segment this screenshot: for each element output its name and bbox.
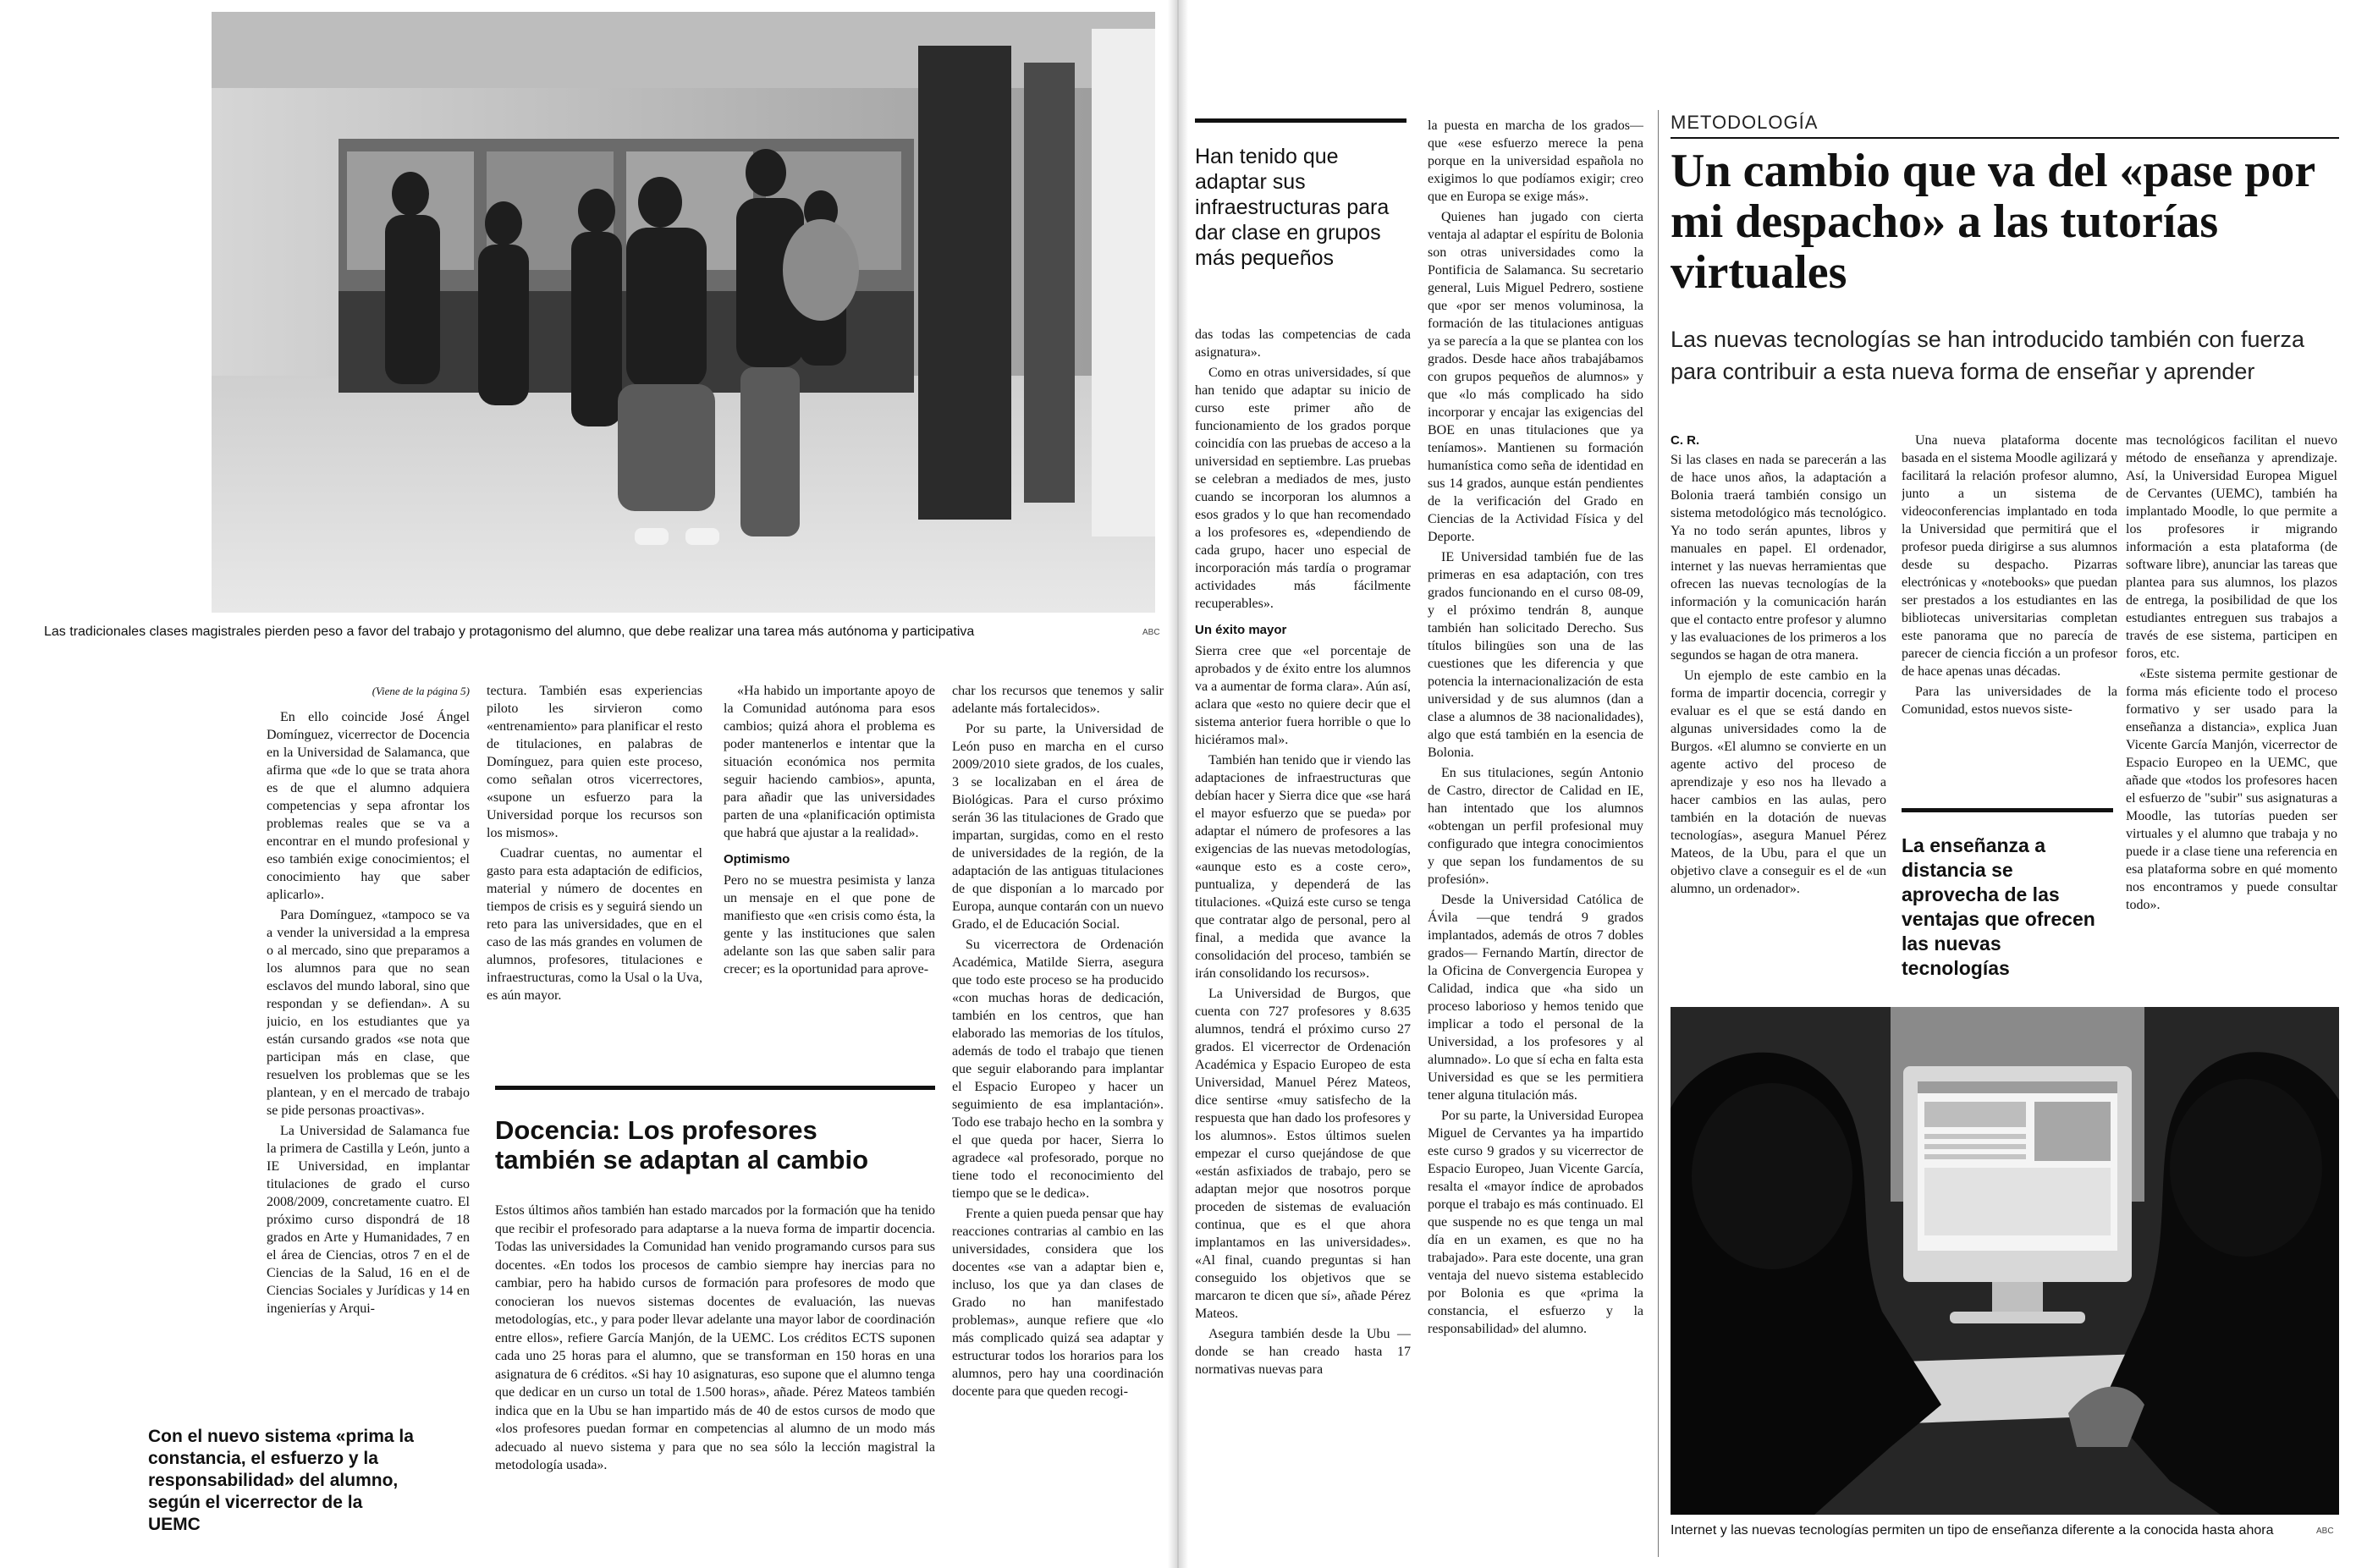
paragraph: Pero no se muestra pesimista y lanza un mensaje en el que pone de manifiesto que «en crisis como ésta, la gente y las instituciones que salen adelante son las que saben salir para crecer; es la oportunidad para aprove- — [724, 873, 935, 977]
body-column-5 — [2126, 432, 2337, 990]
body-column-3 — [724, 682, 935, 1080]
paragraph: Un ejemplo de este cambio en la forma de impartir docencia, corregir y evaluar es el que se está dando en algunas universidades como la de Burgos. «El alumno se convierte en un agente activo del proceso de aprendizaje y eso nos ha llevado a hacer cambios en las aulas, pero también en la dotación de nuevas tecnologías», asegura Manuel Pérez Mateos, de la Ubu, para el que un objetivo clave a conseguir es el de «un alumno, un ordenador». — [1671, 668, 1886, 896]
paragraph: Desde la Universidad Católica de Ávila —que tendrá 9 grados implantados, además de otros 7 dobles grados— Fernando Martín, director de la Oficina de Convergencia Europea y Calidad, indica que «ha sido un proceso laborioso y hemos tenido que implicar a todo el personal de la Universidad, a los profesores y al alumnado». Lo que sí echa en falta esta Universidad es que se les permitiera tener alguna titulación más. — [1428, 893, 1643, 1103]
paragraph: Para las universidades de la Comunidad, estos nuevos siste- — [1902, 685, 2117, 717]
computer-photo-drawing — [1671, 1007, 2339, 1515]
paragraph: También han tenido que ir viendo las adaptaciones de infraestructuras que debían hacer y Sierra dice que «se hará el mayor esfuerzo que se pueda» por adaptar el número de profesores a las exigencias de las nuevas metodologías, «aunque esto es a coste cero», puntualiza, y dependerá de las titulaciones. «Quizá este curso se tenga que contratar algo de personal, pero al final, a medida que avance la consolidación del proceso, también se irán consolidando los recursos». — [1195, 753, 1411, 981]
paragraph: IE Universidad también fue de las primeras en esa adaptación, con tres grados funcionando en el curso 08-09, y el próximo tendrán 8, aunque también han solicitado Derecho. Sus títulos bilingües son una de las cuestiones que les diferencia y que potencia la internacionalización de esta universidad y de sus alumnos (dan a clase a alumnos de 38 nacionalidades), algo que está también en la esencia de Bolonia. — [1428, 550, 1643, 760]
right-page — [1178, 0, 2356, 1568]
byline: C. R. — [1671, 433, 1700, 448]
pullquote-rule — [1195, 118, 1406, 123]
paragraph: Una nueva plataforma docente basada en el sistema Moodle agilizará y facilitará la relación profesor alumno, junto a un sistema de videoconferencias implantado en toda la Universidad que permitirá que el profesor pueda dirigirse a sus alumnos desde su despacho. Pizarras electrónicas y «notebooks» que puedan ser prestados a los estudiantes en las bibliotecas universitarias completan este panorama que no parecía de parecer de ciencia ficción a un profesor de hace apenas unas décadas. — [1902, 433, 2117, 679]
body-column-1 — [267, 682, 470, 1401]
column-separator — [1658, 110, 1659, 1557]
body-column-4 — [952, 682, 1164, 1554]
photo-caption: Las tradicionales clases magistrales pierden peso a favor del trabajo y protagonismo del alumno, que debe realizar una tarea más autónoma y participativa — [44, 624, 975, 639]
body-column-3 — [1671, 432, 1886, 982]
photo-caption: Internet y las nuevas tecnologías permiten un tipo de enseñanza diferente a la conocida hasta ahora — [1671, 1523, 2274, 1538]
section-rule — [1671, 137, 2339, 139]
paragraph: Por su parte, la Universidad de León puso en marcha en el curso 2009/2010 siete grados, de los cuales, 3 se localizaban en el área de Biológicas. Para el curso próximo serán 36 las titulaciones de Grado que impartan, surgidas, como en el resto de universidades de la región, de la adaptación de las antiguas titulaciones de que disponían a lo marcado por Europa, aunque contarán con un nuevo Grado, el de Educación Social. — [952, 722, 1164, 932]
paragraph: Asegura también desde la Ubu —donde se han creado hasta 17 normativas nuevas para — [1195, 1327, 1411, 1377]
article-headline: Un cambio que va del «pase por mi despacho» a las tutorías virtuales — [1671, 145, 2315, 299]
paragraph: Frente a quien pueda pensar que hay reacciones contrarias al cambio en las universidades, considera que los docentes «se van a adaptar bien e, incluso, los que ya dan clases de Grado no han manifestado problemas», aunque refiere que «lo más complicado quizá sea adaptar y estructurar todos los horarios para los alumnos, pero hay una coordinación docente para que queden recogi- — [952, 1207, 1164, 1399]
paragraph: En ello coincide José Ángel Domínguez, vicerrector de Docencia en la Universidad de Salamanca, que afirma que «de lo que se trata ahora es de que el alumno adquiera competencias y sepa afrontar los problemas reales que se va a encontrar en el mundo profesional y eso también exige conocimientos; el conocimiento hay que saber aplicarlo». — [267, 710, 470, 902]
paragraph: La Universidad de Burgos, que cuenta con 727 profesores y 8.635 alumnos, tendrá el próximo curso 27 grados. El vicerrector de Ordenación Académica y Espacio Europeo de esta Universidad, Manuel Pérez Mateos, dice sentirse «muy satisfecho de la respuesta que han dado los profesores y los alumnos». Estos últimos suelen empezar el curso quejándose de que «están asfixiados de trabajo, pero se adaptan mejor que nosotros porque proceden de sistemas de evaluación continua, que es el que ahora implantamos en las universidades». «Al final, cuando preguntas si han conseguido los objetivos que se marcaron te dicen que sí», añade Pérez Mateos. — [1195, 987, 1411, 1321]
paragraph: Sierra cree que «el porcentaje de aprobados y de éxito entre los alumnos va a aumentar de forma clara». Aún así, aclara que «esto no quiere decir que el sistema anterior fuera horrible o que lo hiciéramos mal». — [1195, 644, 1411, 747]
section-subhead: Un éxito mayor — [1195, 623, 1287, 637]
paragraph: das todas las competencias de cada asignatura». — [1195, 327, 1411, 360]
body-column-2 — [487, 682, 702, 1080]
paragraph: char los recursos que tenemos y salir adelante más fortalecidos». — [952, 684, 1164, 716]
section-subhead: Optimismo — [724, 852, 790, 867]
section-label: METODOLOGÍA — [1671, 112, 1819, 133]
body-column-2 — [1428, 117, 1643, 1549]
docencia-body — [495, 1202, 935, 1549]
paragraph: Estos últimos años también han estado marcados por la formación que ha tenido que recibir el profesorado para adaptarse a la nueva forma de impartir docencia. Todas las universidades la Comunidad han venido programando cursos para sus docentes. «En todos los procesos de cambio siempre hay inercias para no cambiar, pero ha habido cursos de formación para profesores de modo que conocieran los nuevos sistemas docentes de evaluación, las nuevas metodologías, etc., y para poder llevar adelante una mayor labor de coordinación entre ellos», refiere García Manjón, de la UEMC. Los créditos ECTS suponen cada uno 25 horas para el alumno, que se transforman en 150 horas en una asignatura de 6 créditos. «Si hay 10 asignaturas, eso supone que el alumno tenga que dedicar en un curso un total de 1.500 horas», añade. Pérez Mateos también indica que en la Ubu se han impartido más de 40 de estos cursos de modo que «los profesores puedan formar en competencias al alumno de un modo más adecuado al nuevo sistema y para que no sea sólo la lección magistral la metodología usada». — [495, 1203, 935, 1472]
sidequote-rule — [1902, 808, 2113, 812]
computer-photo — [1671, 1007, 2339, 1515]
paragraph: La Universidad de Salamanca fue la primera de Castilla y León, junto a IE Universidad, en implantar titulaciones de grado el curso 2008/2009, concretamente cuatro. El próximo curso dispondrá de 18 grados en Arte y Humanidades, 7 en el área de Ciencias, otros 7 en el de Ciencias de la Salud, 16 en el de Ciencias Sociales y Jurídicas y 14 en ingenierías y Arqui- — [267, 1124, 470, 1316]
paragraph: Quienes han jugado con cierta ventaja al adaptar el espíritu de Bolonia son otras universidades como la Pontificia de Salamanca. Su secretario general, Luis Miguel Pedrero, sostiene que «por ser menos voluminosa, la formación de las titulaciones antiguas ya se parecía a la que se plantea con los grados. Desde hace años trabajábamos con grupos pequeños de alumnos» y que «lo más complicado ha sido incorporar y encajar las exigencias del BOE en unas titulaciones que ya teníamos». Mantienen su formación humanística como seña de identidad en sus 14 grados, aunque están pendientes de la verificación del Grado en Ciencias de la Actividad Física y del Deporte. — [1428, 210, 1643, 544]
body-column-4 — [1902, 432, 2117, 795]
docencia-rule — [495, 1086, 935, 1090]
bottom-pullquote: Con el nuevo sistema «prima la constancia, el esfuerzo y la responsabilidad» del alumno, según el vicerrector de la UEMC — [148, 1427, 414, 1534]
paragraph: Para Domínguez, «tampoco se va a vender la universidad a la empresa o al mercado, sino que preparamos a los alumnos para que no sean esclavos del mundo laboral, sino que respondan y se defiendan». A su juicio, en los estudiantes que ya están cursando grados «se nota que participan más en clase, que resuelven los problemas que se les plantean, y en el mercado de trabajo se pide personas proactivas». — [267, 908, 470, 1118]
photo-credit: ABC — [1142, 628, 1160, 637]
continued-note: (Viene de la página 5) — [372, 685, 470, 697]
body-column-1 — [1195, 326, 1411, 1549]
paragraph: la puesta en marcha de los grados— que «ese esfuerzo merece la pena porque en la universidad española no exigimos lo que podíamos exigir; creo que en Europa se exige más». — [1428, 118, 1643, 204]
paragraph: En sus titulaciones, según Antonio de Castro, director de Calidad en IE, han intentado que los alumnos «obtengan un perfil profesional muy configurado que integra conocimientos y que sepan los fundamentos de su profesión». — [1428, 766, 1643, 887]
paragraph: Si las clases en nada se parecerán a las de hace unos años, la adaptación a Bolonia traerá también consigo un sistema metodológico más tecnológico. Ya no todo serán apuntes, libros y manuales en papel. El ordenador, internet y las nuevas herramientas que ofrecen las nuevas tecnologías de la información y la comunicación harán que el contacto entre profesor y alumno y las evaluaciones de los primeros a los segundos se hagan de otra manera. — [1671, 453, 1886, 663]
side-pullquote: La enseñanza a distancia se aprovecha de las ventajas que ofrecen las nuevas tecnologías — [1902, 834, 2095, 979]
article-deck: Las nuevas tecnologías se han introducido también con fuerza para contribuir a esta nueva forma de enseñar y aprender — [1671, 327, 2304, 384]
paragraph: mas tecnológicos facilitan el nuevo método de enseñanza y aprendizaje. Así, la Universidad Europea Miguel de Cervantes (UEMC), también ha implantado Moodle, lo que permite a los profesores ir migrando información a esta plataforma (de software libre), anunciar las tareas que plantea para sus alumnos, los plazos de entrega, la posibilidad de que los estudiantes entreguen sus trabajos a través de ese sistema, participen en foros, etc. — [2126, 433, 2337, 661]
paragraph: «Ha habido un importante apoyo de la Comunidad autónoma para esos cambios; quizá ahora el problema es poder mantenerlos e intentar que la situación económica nos permita seguir haciendo cambios», apunta, para añadir que las universidades parten de una «planificación optimista que habrá que ajustar a la realidad». — [724, 684, 935, 840]
classroom-photo — [212, 12, 1155, 613]
paragraph: Cuadrar cuentas, no aumentar el gasto para esta adaptación de edificios, material y número de docentes en tiempos de crisis es y seguirá siendo un reto para las universidades, que en el caso de las más grandes en volumen de alumnos, profesores, titulaciones e infraestructuras, como la Usal o la Uva, es aún mayor. — [487, 846, 702, 1003]
paragraph: Por su parte, la Universidad Europea Miguel de Cervantes ya ha impartido este curso 9 grados y su vicerrector de Espacio Europeo, Juan Vicente García, resalta el «mayor índice de aprobados porque el trabajo es más continuado. El que suspende no es que tenga un mal día en un examen, es que no ha trabajado». Para este docente, una gran ventaja del nuevo sistema establecido por Bolonia es que «prima la constancia, el esfuerzo y la responsabilidad» del alumno. — [1428, 1109, 1643, 1336]
paragraph: «Este sistema permite gestionar de forma más eficiente todo el proceso formativo y ser usado para la enseñanza a distancia», explica Juan Vicente García Manjón, vicerrector de Espacio Europeo en la UEMC, que añade que «todos los profesores hacen el esfuerzo de "subir" sus asignaturas a Moodle, las tutorías pueden ser virtuales y el alumno que trabaja y no puede ir a clase tiene una referencia en esa plataforma sobre en qué momento nos encontramos y puede consultar todo». — [2126, 667, 2337, 912]
paragraph: Su vicerrectora de Ordenación Académica, Matilde Sierra, asegura que todo este proceso se ha producido «con muchas horas de dedicación, también en los centros, que han elaborado las memorias de los títulos, además de todo el trabajo que tienen que seguir elaborando para implantar el Espacio Europeo y hacer un seguimiento de esa implantación». Todo ese trabajo hecho en la sombra y el que queda por hacer, Sierra lo agradece «al profesorado, porque no tiene todo el reconocimiento del tiempo que se le dedica». — [952, 938, 1164, 1201]
photo-credit: ABC — [2316, 1527, 2334, 1536]
docencia-headline: Docencia: Los profesores también se adaptan al cambio — [495, 1115, 869, 1175]
paragraph: tectura. También esas experiencias piloto les sirvieron como «entrenamiento» para planificar el resto de titulaciones, en palabras de Domínguez, para quien este proceso, como señalan otros vicerrectores, «supone un esfuerzo para la Universidad porque los recursos son los mismos». — [487, 684, 702, 840]
paragraph: Como en otras universidades, sí que han tenido que adaptar su inicio de curso este primer año de funcionamiento de los grados porque coincidía con las pruebas de acceso a la universidad en septiembre. Las pruebas se celebran a mediados de mes, justo cuando se incorporan los alumnos a esos grados y lo que han recomendado a los profesores es, «dependiendo de cada grupo, hacer uno especial de incorporación más tardía o programar actividades más fácilmente recuperables». — [1195, 366, 1411, 611]
classroom-photo-drawing — [212, 12, 1155, 613]
pullquote: Han tenido que adaptar sus infraestructuras para dar clase en grupos más pequeños — [1195, 145, 1390, 270]
